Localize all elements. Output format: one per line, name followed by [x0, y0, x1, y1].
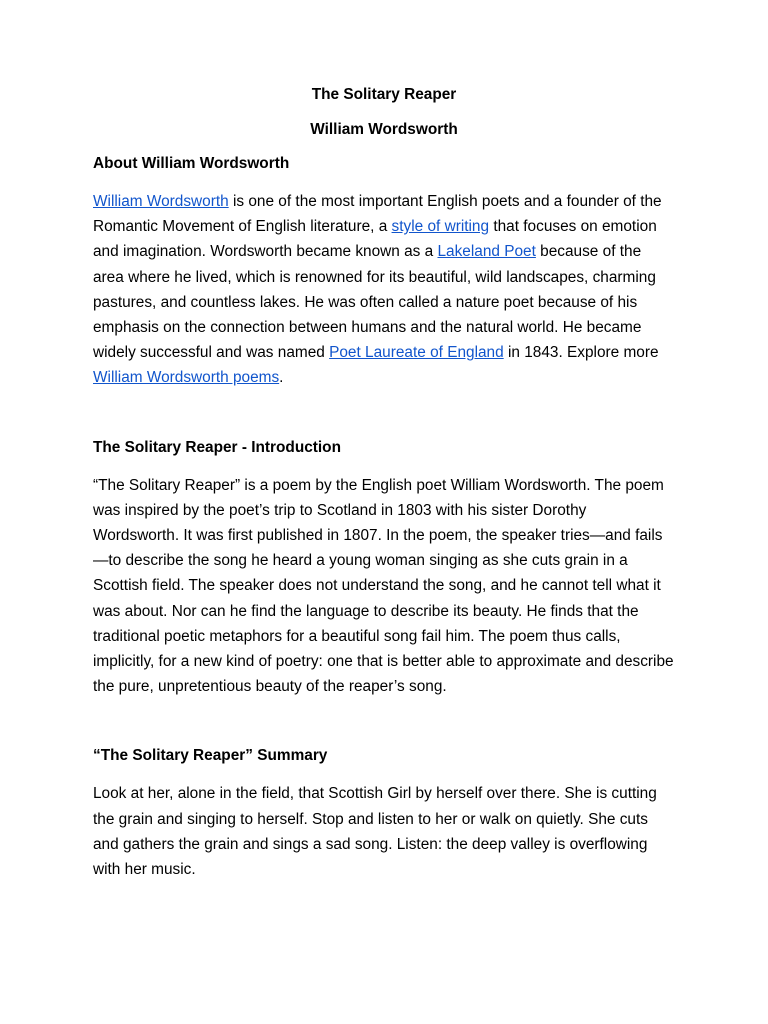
- section-gap: [93, 391, 675, 438]
- summary-heading: “The Solitary Reaper” Summary: [93, 747, 328, 765]
- document-body: [93, 85, 675, 882]
- section-gap: [93, 699, 675, 746]
- link-wordsworth-poems[interactable]: William Wordsworth poems: [93, 369, 280, 387]
- document-title: The Solitary Reaper: [311, 86, 457, 103]
- introduction-heading: The Solitary Reaper - Introduction: [93, 438, 341, 456]
- link-lakeland-poet[interactable]: Lakeland Poet: [437, 243, 536, 261]
- about-heading: About William Wordsworth: [93, 155, 290, 172]
- document-author: William Wordsworth: [310, 121, 458, 138]
- link-poet-laureate[interactable]: Poet Laureate of England: [329, 344, 504, 362]
- link-william-wordsworth[interactable]: William Wordsworth: [93, 193, 229, 210]
- about-text-1: is one of the most important English poets and a founder of the Romantic Movement of English literature, a: [93, 193, 662, 236]
- about-paragraph: [93, 189, 675, 391]
- summary-paragraph: Look at her, alone in the field, that Scottish Girl by herself over there. She is cutting the grain and singing to herself. Stop and listen to her or walk on quietly. She cuts and gathers the grain and sings a sad song. Listen: the deep valley is overflowing with her music.: [93, 785, 657, 879]
- about-text-4: in 1843. Explore more: [503, 344, 659, 362]
- about-text-2: that focuses on emotion and imagination. Wordsworth became known as a: [93, 218, 657, 261]
- introduction-paragraph: “The Solitary Reaper” is a poem by the English poet William Wordsworth. The poem was inspired by the poet’s trip to Scotland in 1803 with his sister Dorothy Wordsworth. It was first published in 1807. In the poem, the speaker tries—and fails—to describe the song he heard a young woman singing as she cuts grain in a Scottish field. The speaker does not understand the song, and he cannot tell what it was about. Nor can he find the language to describe its beauty. He finds that the traditional poetic metaphors for a beautiful song fail him. The poem thus calls, implicitly, for a new kind of poetry: one that is better able to approximate and describe the pure, unpretentious beauty of the reaper’s song.: [93, 476, 674, 696]
- about-text-5: .: [279, 369, 284, 387]
- about-text-3: because of the area where he lived, which is renowned for its beautiful, wild landscapes, charming pastures, and countless lakes. He was often called a nature poet because of his emphasis on the connection between humans and the natural world. He became widely successful and was named: [93, 243, 656, 362]
- link-style-of-writing[interactable]: style of writing: [391, 218, 490, 236]
